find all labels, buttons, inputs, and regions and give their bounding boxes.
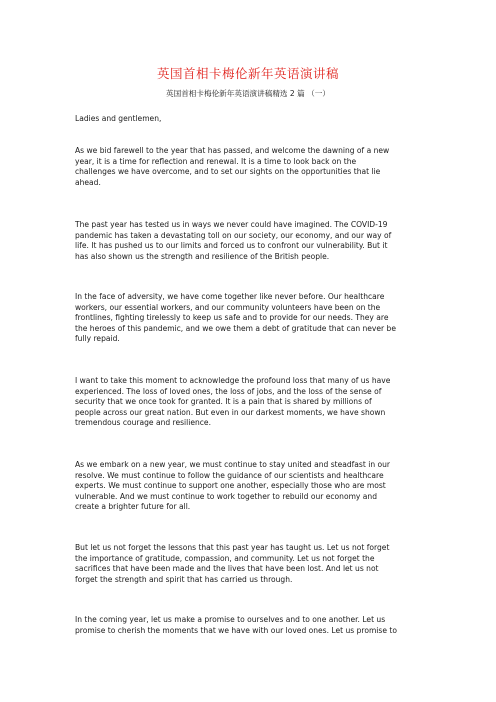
paragraph-4 xyxy=(75,376,425,429)
text-line: the heroes of this pandemic, and we owe them a debt of gratitude that can never be xyxy=(75,323,396,333)
text-line: resolve. We must continue to follow the guidance of our scientists and healthcare xyxy=(75,470,384,480)
text-line: frontlines, fighting tirelessly to keep us safe and to provide for our needs. They are xyxy=(75,313,389,323)
paragraph-3 xyxy=(75,292,425,345)
text-line: vulnerable. And we must continue to work together to rebuild our economy and xyxy=(75,491,377,501)
text-line: But let us not forget the lessons that this past year has taught us. Let us not forget xyxy=(75,543,390,552)
page-subtitle: 英国首相卡梅伦新年英语演讲稿精选 2 篇 （一） xyxy=(166,89,330,98)
text-line: security that we once took for granted. It is a pain that is shared by millions of xyxy=(75,397,372,407)
text-line: In the coming year, let us make a promise to ourselves and to one another. Let us xyxy=(75,615,386,624)
text-line: forget the strength and spirit that has carried us through. xyxy=(75,574,293,584)
paragraph-7 xyxy=(75,615,425,636)
text-line: life. It has pushed us to our limits and forced us to confront our vulnerability. But it xyxy=(75,241,388,251)
text-line: pandemic has taken a devastating toll on our society, our economy, and our way of xyxy=(75,230,392,240)
paragraph-salutation xyxy=(75,114,425,125)
paragraph-5 xyxy=(75,460,425,513)
text-line: tremendous courage and resilience. xyxy=(75,418,211,428)
text-line: has also shown us the strength and resilience of the British people. xyxy=(75,251,330,261)
text-line: workers, our essential workers, and our community volunteers have been on the xyxy=(75,302,381,312)
text-line: the importance of gratitude, compassion, and community. Let us not forget the xyxy=(75,553,375,563)
paragraph-2 xyxy=(75,220,425,262)
text-line: create a brighter future for all. xyxy=(75,502,191,512)
paragraph-6 xyxy=(75,543,425,585)
text-line: sacrifices that have been made and the lives that have been lost. And let us not xyxy=(75,564,379,574)
text-line: As we bid farewell to the year that has passed, and welcome the dawning of a new xyxy=(75,146,390,155)
text-line: experienced. The loss of loved ones, the loss of jobs, and the loss of the sense of xyxy=(75,386,382,396)
text-line: experts. We must continue to support one another, especially those who are most xyxy=(75,481,386,491)
page-title: 英国首相卡梅伦新年英语演讲稿 xyxy=(156,66,339,81)
text-line: ahead. xyxy=(75,177,101,187)
text-line: fully repaid. xyxy=(75,334,120,344)
text-line: people across our great nation. But even in our darkest moments, we have shown xyxy=(75,407,386,417)
text-line: The past year has tested us in ways we never could have imagined. The COVID-19 xyxy=(75,220,388,229)
text-line: year, it is a time for reflection and renewal. It is a time to look back on the xyxy=(75,156,357,166)
paragraph-1 xyxy=(75,146,425,188)
text-line: Ladies and gentlemen, xyxy=(75,114,162,123)
text-line: challenges we have overcome, and to set our sights on the opportunities that lie xyxy=(75,167,381,177)
text-line: I want to take this moment to acknowledge the profound loss that many of us have xyxy=(75,376,391,385)
text-line: In the face of adversity, we have come together like never before. Our healthcare xyxy=(75,292,385,301)
text-line: promise to cherish the moments that we have with our loved ones. Let us promise to xyxy=(75,625,397,635)
text-line: As we embark on a new year, we must continue to stay united and steadfast in our xyxy=(75,460,391,469)
